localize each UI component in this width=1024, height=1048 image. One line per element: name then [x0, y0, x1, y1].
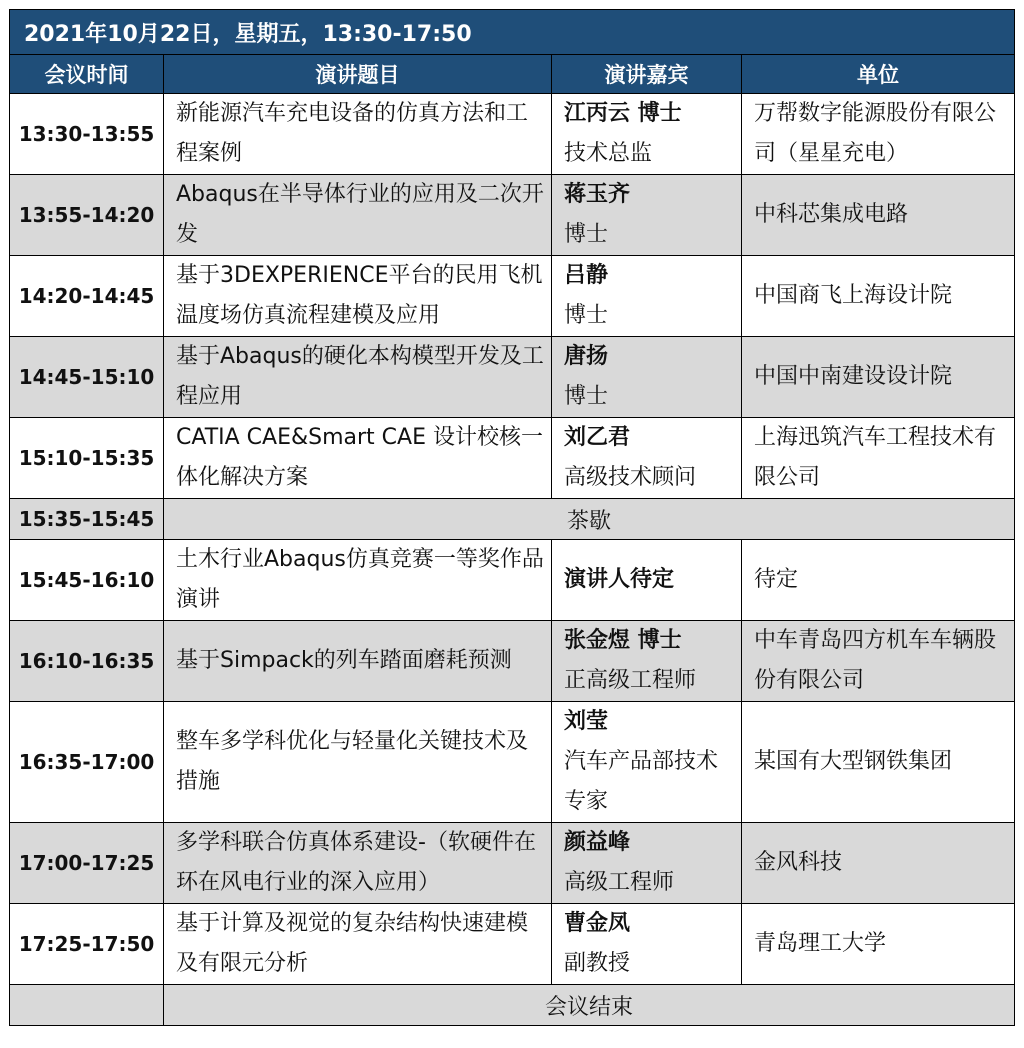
agenda-table	[9, 9, 1015, 1026]
session-unit: 中国商飞上海设计院	[742, 256, 1015, 337]
session-speaker	[552, 621, 742, 702]
session-unit: 万帮数字能源股份有限公司（星星充电）	[742, 94, 1015, 175]
session-time: 13:55-14:20	[10, 175, 164, 256]
table-row	[10, 256, 1015, 337]
column-header-unit: 单位	[742, 55, 1015, 94]
column-header-speaker: 演讲嘉宾	[552, 55, 742, 94]
column-header-time: 会议时间	[10, 55, 164, 94]
session-unit: 上海迅筑汽车工程技术有限公司	[742, 418, 1015, 499]
speaker-title: 博士	[564, 303, 609, 328]
break-row	[10, 499, 1015, 540]
session-topic: 基于Simpack的列车踏面磨耗预测	[164, 621, 552, 702]
speaker-name: 江丙云 博士	[564, 101, 682, 126]
session-unit: 中车青岛四方机车车辆股份有限公司	[742, 621, 1015, 702]
session-topic: CATIA CAE&Smart CAE 设计校核一体化解决方案	[164, 418, 552, 499]
session-speaker	[552, 904, 742, 985]
session-unit: 中科芯集成电路	[742, 175, 1015, 256]
closing-time	[10, 985, 164, 1026]
speaker-title: 技术总监	[564, 141, 653, 166]
speaker-name: 刘乙君	[564, 425, 631, 450]
session-topic: 土木行业Abaqus仿真竞赛一等奖作品演讲	[164, 540, 552, 621]
speaker-name: 张金煜 博士	[564, 628, 682, 653]
session-time: 17:00-17:25	[10, 823, 164, 904]
table-row	[10, 418, 1015, 499]
session-unit: 青岛理工大学	[742, 904, 1015, 985]
table-row	[10, 823, 1015, 904]
table-row	[10, 702, 1015, 823]
table-row	[10, 621, 1015, 702]
table-row	[10, 175, 1015, 256]
session-speaker	[552, 94, 742, 175]
session-speaker	[552, 540, 742, 621]
session-topic: 整车多学科优化与轻量化关键技术及措施	[164, 702, 552, 823]
session-topic: 新能源汽车充电设备的仿真方法和工程案例	[164, 94, 552, 175]
speaker-name: 曹金凤	[564, 911, 631, 936]
table-row	[10, 94, 1015, 175]
session-speaker	[552, 702, 742, 823]
session-time: 13:30-13:55	[10, 94, 164, 175]
session-time: 15:10-15:35	[10, 418, 164, 499]
speaker-name: 演讲人待定	[564, 567, 675, 592]
table-row	[10, 904, 1015, 985]
closing-label: 会议结束	[164, 985, 1015, 1026]
table-row	[10, 540, 1015, 621]
speaker-name: 蒋玉齐	[564, 182, 631, 207]
session-time: 17:25-17:50	[10, 904, 164, 985]
session-topic: 基于计算及视觉的复杂结构快速建模及有限元分析	[164, 904, 552, 985]
speaker-title: 正高级工程师	[564, 668, 697, 693]
break-label: 茶歇	[164, 499, 1015, 540]
speaker-title: 副教授	[564, 951, 631, 976]
table-row	[10, 337, 1015, 418]
session-time: 14:45-15:10	[10, 337, 164, 418]
session-unit: 待定	[742, 540, 1015, 621]
speaker-name: 刘莹	[564, 709, 609, 734]
speaker-title: 汽车产品部技术专家	[564, 749, 719, 814]
speaker-title: 博士	[564, 222, 609, 247]
session-time: 15:45-16:10	[10, 540, 164, 621]
break-time: 15:35-15:45	[10, 499, 164, 540]
session-unit: 某国有大型钢铁集团	[742, 702, 1015, 823]
session-speaker	[552, 823, 742, 904]
session-speaker	[552, 256, 742, 337]
session-speaker	[552, 337, 742, 418]
speaker-name: 吕静	[564, 263, 609, 288]
column-header-topic: 演讲题目	[164, 55, 552, 94]
closing-row	[10, 985, 1015, 1026]
session-time: 16:10-16:35	[10, 621, 164, 702]
speaker-title: 高级技术顾问	[564, 465, 697, 490]
speaker-title: 高级工程师	[564, 870, 675, 895]
session-topic: 基于Abaqus的硬化本构模型开发及工程应用	[164, 337, 552, 418]
session-speaker	[552, 175, 742, 256]
speaker-name: 颜益峰	[564, 830, 631, 855]
session-time: 14:20-14:45	[10, 256, 164, 337]
session-topic: 多学科联合仿真体系建设-（软硬件在环在风电行业的深入应用）	[164, 823, 552, 904]
speaker-name: 唐扬	[564, 344, 609, 369]
session-time: 16:35-17:00	[10, 702, 164, 823]
session-topic: 基于3DEXPERIENCE平台的民用飞机温度场仿真流程建模及应用	[164, 256, 552, 337]
speaker-title: 博士	[564, 384, 609, 409]
session-speaker	[552, 418, 742, 499]
agenda-title: 2021年10月22日，星期五，13:30-17:50	[10, 10, 1015, 55]
agenda-container	[9, 9, 1015, 1026]
session-unit: 中国中南建设设计院	[742, 337, 1015, 418]
session-unit: 金风科技	[742, 823, 1015, 904]
session-topic: Abaqus在半导体行业的应用及二次开发	[164, 175, 552, 256]
